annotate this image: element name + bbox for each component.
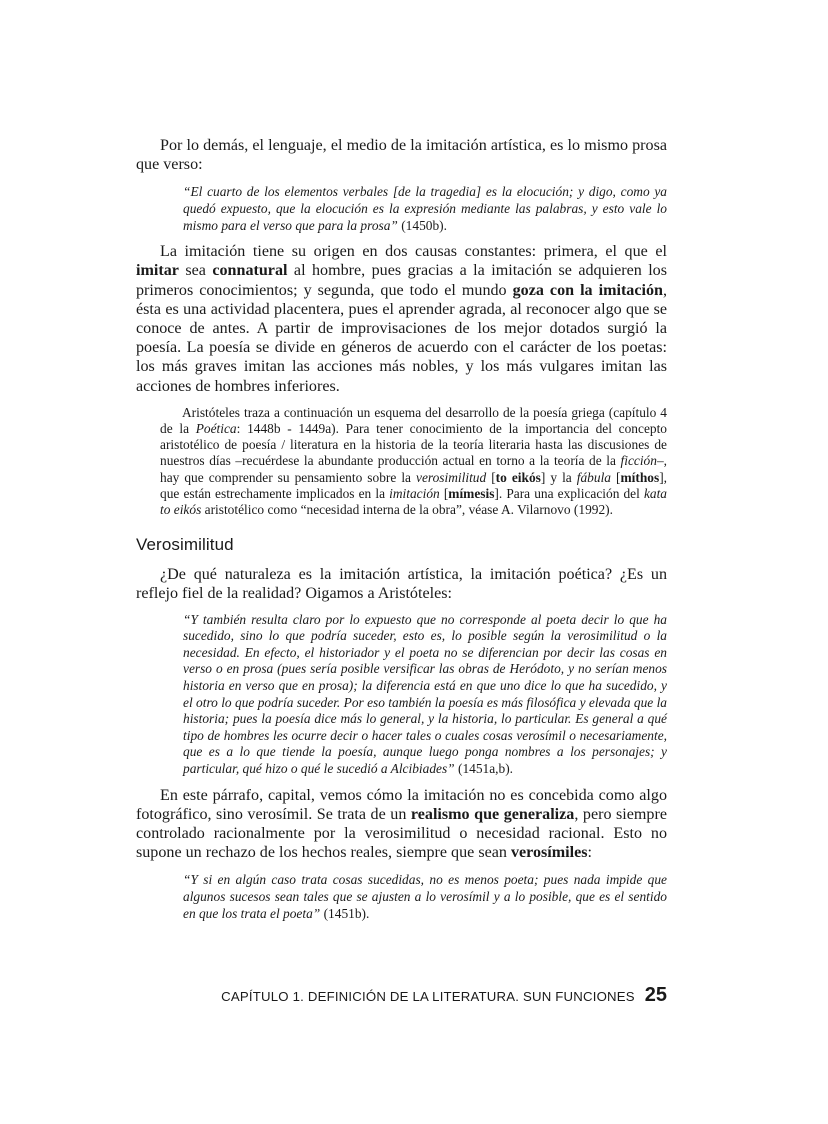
quote-elocucion — [183, 184, 667, 234]
italic-term: verosimilitud — [416, 469, 487, 485]
quote-reference: (1451a,b). — [454, 760, 514, 776]
bold-term: imitar — [136, 262, 179, 280]
text-run: –, hay que comprender su pensamiento sobre la — [160, 453, 667, 485]
quote-historiador-poeta — [183, 612, 667, 778]
text-run: : 1448b - 1449a). Para tener conocimiento de la importancia del concepto aristotélico de poesía / literatura en la historia de la teoría literaria hasta las discusiones de nuestros días –recuérdese la abundante producción actual en torno a la teoría de la — [160, 421, 668, 469]
paragraph-imitacion — [136, 242, 667, 396]
text-run: , ésta es una actividad placentera, pues el aprender agrada, al reconocer algo que se conoce de antes. A partir de improvisaciones de los mejor dotados surgió la poesía. La poesía se divide en géneros de acuerdo con el carácter de los poetas: los más graves imitan las acciones más nobles, y los más vulgares imitan las acciones de hombres inferiores. — [136, 281, 668, 395]
quote-text: “Y también resulta claro por lo expuesto que no corresponde al poeta decir lo que ha sucedido, sino lo que podría suceder, esto es, lo posible según la verosimilitud o la necesidad. En efecto, el historiador y el poeta no se diferencian por decir las cosas en verso o en prosa (pues sería posible versificar las obras de Heródoto, y no serían menos historia en verso que en prosa); la diferencia está en que uno dice lo que ha sucedido, y el otro lo que podría suceder. Por eso también la poesía es más filosófica y elevada que la historia; pues la poesía dice más lo general, y la historia, lo particular. Es general a qué tipo de hombres les ocurre decir o hacer tales o cuales cosas verosímil o necesariamente, que es a lo que tiende la poesía, aunque luego ponga nombres a los personajes; y particular, qué hizo o qué le sucedió a Alcibiades” — [183, 611, 667, 776]
quote-reference: (1451b). — [320, 905, 370, 921]
paragraph-realismo — [136, 786, 667, 863]
bold-term: míthos — [620, 469, 660, 485]
text-run: [ — [611, 469, 621, 485]
text-run: al hombre, pues gracias a la imitación se adquieren los primeros conocimientos; y segunda, que todo el mundo — [136, 262, 667, 299]
page-number: 25 — [644, 984, 667, 1006]
italic-term: ficción — [620, 453, 657, 469]
section-heading: Verosimilitud — [136, 535, 234, 555]
bold-term: verosímiles — [510, 844, 588, 862]
paragraph-intro: Por lo demás, el lenguaje, el medio de la imitación artística, es lo mismo prosa que verso: — [136, 137, 667, 174]
quote-reference: (1450b). — [397, 217, 447, 233]
text-run: En este párrafo, capital, vemos cómo la imitación no es concebida como algo fotográfico, sino verosímil. Se trata de un — [136, 786, 667, 823]
italic-term: fábula — [576, 469, 611, 485]
text-run: ]. Para una explicación del — [494, 485, 644, 501]
text-run: [ — [486, 469, 496, 485]
text-run: : — [587, 844, 593, 862]
italic-term: kata to eikós — [160, 485, 668, 518]
bold-term: realismo que generaliza — [410, 805, 575, 823]
side-note — [160, 405, 667, 518]
italic-term: imitación — [389, 485, 440, 501]
page-body — [136, 136, 667, 922]
paragraph-pregunta: ¿De qué naturaleza es la imitación artística, la imitación poética? ¿Es un reflejo fiel de la realidad? Oigamos a Aristóteles: — [136, 566, 667, 603]
text-run: ], que están estrechamente implicados en la — [160, 469, 667, 501]
text-run: Aristóteles traza a continuación un esquema del desarrollo de la poesía griega (capítulo 4 de la — [160, 404, 667, 437]
text-run: aristotélico como “necesidad interna de la obra”, véase A. Vilarnovo (1992). — [201, 502, 613, 518]
quote-text: “El cuarto de los elementos verbales [de la tragedia] es la elocución; y digo, como ya quedó expuesto, que la elocución es la expresión mediante las palabras, y esto vale lo mismo para el verso que para la prosa” — [183, 184, 667, 233]
text-run: sea — [178, 262, 213, 280]
text-run: [ — [439, 485, 449, 501]
bold-term: mímesis — [448, 485, 495, 501]
chapter-title: CAPÍTULO 1. DEFINICIÓN DE LA LITERATURA. SUN FUNCIONES — [221, 989, 635, 1004]
quote-sucesos — [183, 872, 667, 922]
text-run: , pero siempre controlado racionalmente por la verosimilitud o necesidad racional. Esto no supone un rechazo de los hechos reales, siempre que sean — [136, 805, 667, 862]
bold-term: goza con la imitación — [512, 281, 663, 299]
text-run: La imitación tiene su origen en dos causas constantes: primera, el que el — [160, 243, 667, 261]
bold-term: connatural — [212, 262, 288, 280]
page-footer — [136, 984, 667, 1007]
text-run: ] y la — [540, 469, 577, 485]
quote-text: “Y si en algún caso trata cosas sucedidas, no es menos poeta; pues nada impide que algunos sucesos sean tales que se ajusten a lo verosímil y a lo posible, que es el sentido en que los trata el poeta” — [183, 872, 667, 921]
italic-term: Poética — [195, 421, 237, 437]
bold-term: to eikós — [495, 469, 541, 485]
